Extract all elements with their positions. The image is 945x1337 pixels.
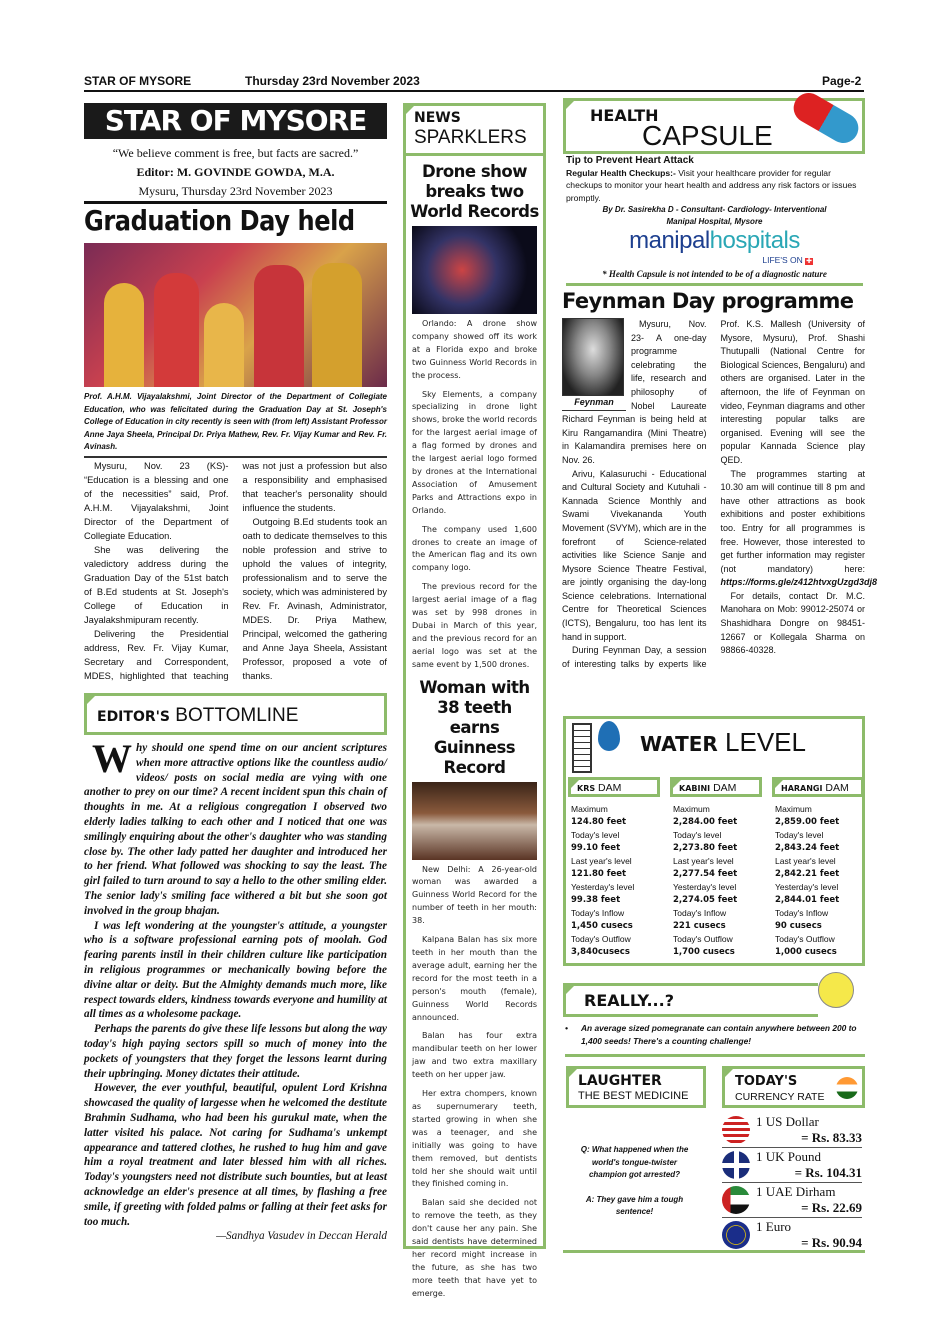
dam-name: KABINI <box>679 784 711 793</box>
dam-suffix: DAM <box>713 782 737 794</box>
dam-metric-value: 90 cusecs <box>775 921 822 931</box>
laughter-label-b: THE BEST MEDICINE <box>578 1090 689 1102</box>
currency-value: = Rs. 22.69 <box>801 1200 862 1215</box>
eu-flag-icon <box>722 1221 750 1249</box>
teeth-photo <box>412 782 537 860</box>
health-content <box>566 155 863 286</box>
bottomline-para: hy should one spend time on our ancient scriptures when more attractive options like the countless audio/ videos/ posts on social media are vying with one another to prey on our time? A recent incident spun this chain of thoughts in me. At a religious congregation I observed two elderly ladies talking to each other and I noticed that one was smilingly enquiring about the other's daughter who was standing close by. The other lady patted her daughter and introduced her to her friend. What followed was shocking to say the least. The girl failed to turn around to say a hello to the other smiling elder. The senior lady's smiling face withered a bit but she soon got involved in the group bhajan. <box>84 742 387 917</box>
currency-rates <box>722 1114 862 1254</box>
health-label-b: CAPSULE <box>642 120 773 151</box>
teeth-headline: Woman with 38 teeth earns Guinness Record <box>419 677 530 777</box>
masthead-editor: Editor: M. GOVINDE GOWDA, M.A. <box>136 165 335 179</box>
bottomline-para: I was left wondering at the youngster's attitude, a youngster who is a software professional earning pots of moolah. God fearing parents instil in their children culture like participation in religious programmes or mechanically bowing before the divine altar or deity. But the Almighty demands much more, like respect towards elders, kindness towards everyone and humility at all times as a wholesome package. <box>84 919 388 1021</box>
dam-metric-value: 2,277.54 feet <box>673 869 738 879</box>
dam-title <box>568 777 660 797</box>
header-paper-name: STAR OF MYSORE <box>84 74 192 88</box>
page-number: Page-2 <box>822 74 862 88</box>
currency-label-a: TODAY'S <box>735 1074 798 1089</box>
dam-column <box>670 777 762 959</box>
dam-metric-label: Last year's level <box>673 856 734 866</box>
currency-unit: 1 US Dollar <box>756 1114 819 1129</box>
sparklers-label-b: SPARKLERS <box>414 127 527 148</box>
dam-metric-label: Yesterday's level <box>571 882 635 892</box>
dam-row <box>670 881 762 907</box>
dam-column <box>772 777 864 959</box>
dam-metric-label: Yesterday's level <box>775 882 839 892</box>
health-hospital: Manipal Hospital, Mysore <box>666 217 763 227</box>
dam-metric-value: 1,700 cusecs <box>673 947 735 957</box>
really-box <box>563 983 818 1017</box>
health-label-a: HEALTH <box>590 106 659 125</box>
dropcap: W <box>92 736 132 781</box>
laughter-box <box>566 1066 706 1108</box>
dam-metric-value: 121.80 feet <box>571 869 627 879</box>
dam-metric-value: 99.38 feet <box>571 895 621 905</box>
teeth-para: Balan has four extra mandibular teeth on her lower jaw and two extra maxillary teeth on her upper jaw. <box>412 1031 537 1080</box>
currency-rate-row <box>722 1219 862 1253</box>
manipal-tagline: LIFE'S ON ✚ <box>762 255 812 266</box>
feynman-lead: Mysuru, Nov. 23- A one-day programme celebrating the life, research and philosophy of Nobel Laureate Richard Feynman is being held at Kiru Rangamandira (Mini Theatre) in Kalamandira premises here on Nov. 26. <box>562 319 707 465</box>
dam-metric-label: Today's level <box>673 830 722 840</box>
dam-row <box>568 933 660 959</box>
us-flag-icon <box>722 1116 750 1144</box>
really-label: REALLY...? <box>584 991 674 1010</box>
dam-metric-label: Today's Inflow <box>673 908 727 918</box>
water-label-b: LEVEL <box>725 727 806 757</box>
graduation-caption: Prof. A.H.M. Vijayalakshmi, Joint Director of the Department of Collegiate Education, who was felicitated during the Graduation Day at St. Joseph's College of Education in city recently is seen with (from left) Assistant Professor Anne Jaya Sheela, Principal Dr. Priya Mathew, Rev. Fr. Vijay Kumar and Rev. Fr. Avinash. <box>84 391 387 458</box>
dam-metric-value: 2,274.05 feet <box>673 895 738 905</box>
graduation-body <box>84 459 387 683</box>
graduation-para: She was delivering the valedictory address during the Graduation Day of the 51st batch of B.Ed students at St. Joseph's College of Education in Jayalakshmipuram recently. <box>84 545 229 625</box>
dam-row <box>670 907 762 933</box>
dam-row <box>670 855 762 881</box>
bottomline-credit: —Sandhya Vasudev in Deccan Herald <box>216 1230 387 1243</box>
currency-unit: 1 Euro <box>756 1219 792 1234</box>
dam-row <box>772 881 864 907</box>
dam-metric-value: 2,284.00 feet <box>673 817 738 827</box>
really-fact-item <box>565 1022 865 1057</box>
dam-row <box>772 907 864 933</box>
currency-rate-row <box>722 1184 862 1218</box>
really-fact: An average sized pomegranate can contain anywhere between 200 to 1,400 seeds! There's a counting challenge! <box>581 1023 857 1046</box>
feynman-photo-caption: Feynman <box>562 396 626 411</box>
dam-row <box>772 803 864 829</box>
dam-row <box>670 933 762 959</box>
feynman-body <box>562 318 878 671</box>
health-byline: By Dr. Sasirekha D - Consultant- Cardiology- Interventional <box>602 204 827 214</box>
dam-suffix: DAM <box>598 782 622 794</box>
manipal-logo: manipalhospitals <box>629 227 800 255</box>
bottomline-para: However, the ever youthful, beautiful, opulent Lord Krishna showcased the quality of largesse when he welcomed the destitute Brahmin Sudhama, who had been his gurukul mate, when the latter visited his palace. Not caring for Sudhama's unkempt appearance and tattered clothes, he rushed to hug him and gave him a royal treatment and later blessed him with all riches. Today's youngsters need not distribute such bounties, but at least acknowledge an elder's presence at all times, by flashing a free smile, if greeting with folded palms or falling at their feet asks for too much. <box>84 1082 387 1228</box>
dam-row <box>772 933 864 959</box>
dam-metric-label: Today's level <box>571 830 620 840</box>
currency-label-b: CURRENCY RATE <box>735 1091 825 1103</box>
teeth-para: Her extra chompers, known as supernumerary teeth, started growing in when she was a teenager, and she initially was going to have them removed, but dentists told her she should wait until they finished coming in. <box>412 1089 537 1189</box>
water-drop-icon <box>598 721 620 751</box>
dam-metric-label: Maximum <box>571 804 608 814</box>
dam-metric-value: 2,844.01 feet <box>775 895 840 905</box>
drone-para: Orlando: A drone show company showed off its work at a Florida expo and broke two Guinness World Records in the process. <box>412 319 537 380</box>
dam-row <box>568 907 660 933</box>
feynman-para: Arivu, Kalasuruchi - Educational and Cultural Society and Kutuhali - Kannada Science Monthly and Swami Vivekananda Youth Movement (SVYM), which are in the forefront of Science-related activities like Science Sanje and Mysore Science Theatre Festival, are jointly organising the day-long Science celebrations. International Centre for Theoretical Sciences (ICTS), Bengaluru, too has lent its hand in support. <box>562 468 707 642</box>
dam-table <box>568 777 860 959</box>
bottomline-label-a: EDITOR'S <box>97 709 170 725</box>
currency-rate-row <box>722 1149 862 1183</box>
teeth-para: Kalpana Balan has six more teeth in her mouth than the average adult, earning her the record for the most teeth in a person's mouth (female), Guinness World Records announced. <box>412 935 537 1022</box>
drone-para: The company used 1,600 drones to create an image of the American flag and its own company logo. <box>412 524 537 573</box>
bottomline-para: Perhaps the parents do give these life lessons but along the way today's high paying sectors spill so much of money into the pockets of youngsters that they forget the lessons learnt during their upbringing. Money dictates their attitude. <box>84 1023 387 1080</box>
currency-value: = Rs. 90.94 <box>801 1235 862 1250</box>
currency-unit: 1 UK Pound <box>756 1149 822 1164</box>
water-level-box <box>563 716 865 966</box>
capsule-icon <box>788 88 864 149</box>
laughter-label-a: LAUGHTER <box>578 1073 662 1089</box>
dam-metric-value: 3,840cusecs <box>571 947 630 957</box>
drone-para: Sky Elements, a company specializing in drone light shows, broke the world records for the largest aerial image of a flag formed by drones and the largest aerial logo formed by drones at the International Association of Amusement Parks and Attractions expo in Orlando. <box>412 389 537 515</box>
dam-metric-value: 2,273.80 feet <box>673 843 738 853</box>
dam-row <box>670 803 762 829</box>
header-date: Thursday 23rd November 2023 <box>245 74 420 88</box>
gauge-icon <box>572 723 592 773</box>
joke-answer: A: They gave him a tough sentence! <box>585 1194 684 1216</box>
dam-metric-label: Last year's level <box>775 856 836 866</box>
currency-rate-row <box>722 1114 862 1148</box>
drone-headline: Drone show breaks two World Records <box>410 162 539 221</box>
dam-metric-label: Today's Inflow <box>571 908 625 918</box>
bullet-icon: • <box>565 1023 568 1033</box>
header-rule <box>84 90 864 92</box>
drone-flag-image <box>412 226 537 314</box>
dam-title <box>670 777 762 797</box>
teeth-para: New Delhi: A 26-year-old woman was awarded a Guinness World Record for the number of teeth in her mouth: 38. <box>412 864 537 926</box>
dam-metric-value: 1,000 cusecs <box>775 947 837 957</box>
drone-para: The previous record for the largest aerial image of a flag was set by 998 drones in Dubai in March of this year, and the previous record for an aerial logo was set at the same event by 1,500 drones. <box>412 582 537 669</box>
dam-row <box>568 881 660 907</box>
graduation-para: Outgoing B.Ed students took an oath to dedicate themselves to this noble profession and strive to uphold the values of integrity, professionalism and to serve the society, which was administered by Rev. Fr. Avinash, Administrator, MDES. Dr. Priya Mathew, Principal, welcomed the gathering and Anne Jaya Sheela, Assistant Professor, proposed a vote of thanks. <box>242 517 388 681</box>
health-tip-lead: Regular Health Checkups:- <box>566 168 676 179</box>
dam-row <box>670 829 762 855</box>
feynman-photo-block <box>562 318 626 411</box>
dam-suffix: DAM <box>825 782 849 794</box>
graduation-para: Delivering the Presidential address, Rev. Fr. Vijay Kumar, Secretary and Correspondent, MDES, highlighted that teaching was not just a profession but also a responsibility and emphasised that teacher's personality should influence the students. <box>84 461 387 681</box>
plus-icon: ✚ <box>806 258 812 266</box>
currency-box <box>722 1066 865 1108</box>
dam-metric-value: 2,843.24 feet <box>775 843 840 853</box>
currency-unit: 1 UAE Dirham <box>756 1184 836 1199</box>
graduation-photo <box>84 243 387 387</box>
dam-column <box>568 777 660 959</box>
dam-metric-value: 2,842.21 feet <box>775 869 840 879</box>
dam-metric-value: 2,859.00 feet <box>775 817 840 827</box>
feynman-para: The programmes starting at 10.30 am will continue till 8 pm and have other attractions as book exhibitions and poster exhibitions too. Entry for all programmes is free. However, those interested to get further information may register (not mandatory) here: <box>720 468 865 574</box>
feynman-photo <box>562 318 624 396</box>
dam-metric-value: 99.10 feet <box>571 843 621 853</box>
graduation-para: Mysuru, Nov. 23 (KS)- “Education is a blessing and one of the necessities” said, Prof. A.H.M. Vijayalakshmi, Joint Director of the Department of Collegiate Education. <box>84 461 229 541</box>
uae-flag-icon <box>722 1186 750 1214</box>
teeth-para: Balan said she decided not to remove the teeth, as they don't cause her any pain. She said dentists have determined her record might increase in the future, as she has two more teeth that have yet to emerge. <box>412 1198 537 1298</box>
registration-link[interactable]: https://forms.gle/z412htvxgUzgd3dj8 <box>720 577 878 588</box>
water-label-a: WATER <box>640 732 718 756</box>
masthead-dateline: Mysuru, Thursday 23rd November 2023 <box>138 184 333 198</box>
dam-metric-value: 124.80 feet <box>571 817 627 827</box>
dam-metric-label: Today's Outflow <box>775 934 835 944</box>
dam-metric-value: 1,450 cusecs <box>571 921 633 931</box>
health-disclaimer: * Health Capsule is not intended to be of a diagnostic nature <box>566 268 863 285</box>
masthead-title: STAR OF MYSORE <box>84 103 387 139</box>
feynman-para: During Feynman Day, a session of interesting talks by experts like Prof. K.S. Mallesh (University of Mysore, Mysuru), Prof. Shashi Thutupalli (National Centre for Biological Sciences, Bengaluru) and others are organised. Later in the afternoon, the life of Feynman on video, Feynman diagrams and other interesting popular talks are organised. Evening will see the popular Kannada Science play QED. <box>562 319 865 669</box>
health-tip-text: Visit your healthcare provider for regular checkups to monitor your heart health and address any risk factors or issues promptly. <box>566 168 857 203</box>
india-flag-icon <box>836 1077 858 1099</box>
joke-question: Q: What happened when the world's tongue-twister champion got arrested? <box>580 1145 689 1179</box>
dam-metric-label: Today's Inflow <box>775 908 829 918</box>
news-sparklers-box <box>403 103 546 1298</box>
health-tip-title: Tip to Prevent Heart Attack <box>566 155 694 166</box>
dam-title <box>772 777 864 797</box>
dam-name: KRS <box>577 784 596 793</box>
dam-row <box>772 855 864 881</box>
dam-name: HARANGI <box>781 784 823 793</box>
editors-bottomline-box <box>84 693 387 735</box>
dam-row <box>568 855 660 881</box>
bottomline-label-b: BOTTOMLINE <box>175 705 299 726</box>
currency-value: = Rs. 83.33 <box>801 1130 862 1145</box>
sparklers-label-a: NEWS <box>414 110 461 126</box>
currency-value: = Rs. 104.31 <box>794 1165 862 1180</box>
lightbulb-icon <box>818 972 854 1008</box>
dam-metric-label: Today's level <box>775 830 824 840</box>
dam-metric-label: Today's Outflow <box>571 934 631 944</box>
graduation-headline: Graduation Day held <box>84 204 355 237</box>
dam-metric-label: Today's Outflow <box>673 934 733 944</box>
dam-row <box>568 829 660 855</box>
feynman-headline: Feynman Day programme <box>562 289 854 313</box>
health-capsule-box <box>563 98 865 154</box>
dam-row <box>568 803 660 829</box>
dam-metric-label: Maximum <box>673 804 710 814</box>
dam-metric-label: Maximum <box>775 804 812 814</box>
dam-metric-label: Last year's level <box>571 856 632 866</box>
dam-metric-value: 221 cusecs <box>673 921 726 931</box>
feynman-contact: For details, contact Dr. M.C. Manohara on Mob: 99012-25074 or Shashidhara Dongre on 98451-12667 or Kollegala Sharma on 98866-40328. <box>720 590 865 656</box>
dam-metric-label: Yesterday's level <box>673 882 737 892</box>
masthead-motto: “We believe comment is free, but facts are sacred.” <box>112 146 359 160</box>
divider <box>563 1250 865 1253</box>
dam-row <box>772 829 864 855</box>
uk-flag-icon <box>722 1151 750 1179</box>
